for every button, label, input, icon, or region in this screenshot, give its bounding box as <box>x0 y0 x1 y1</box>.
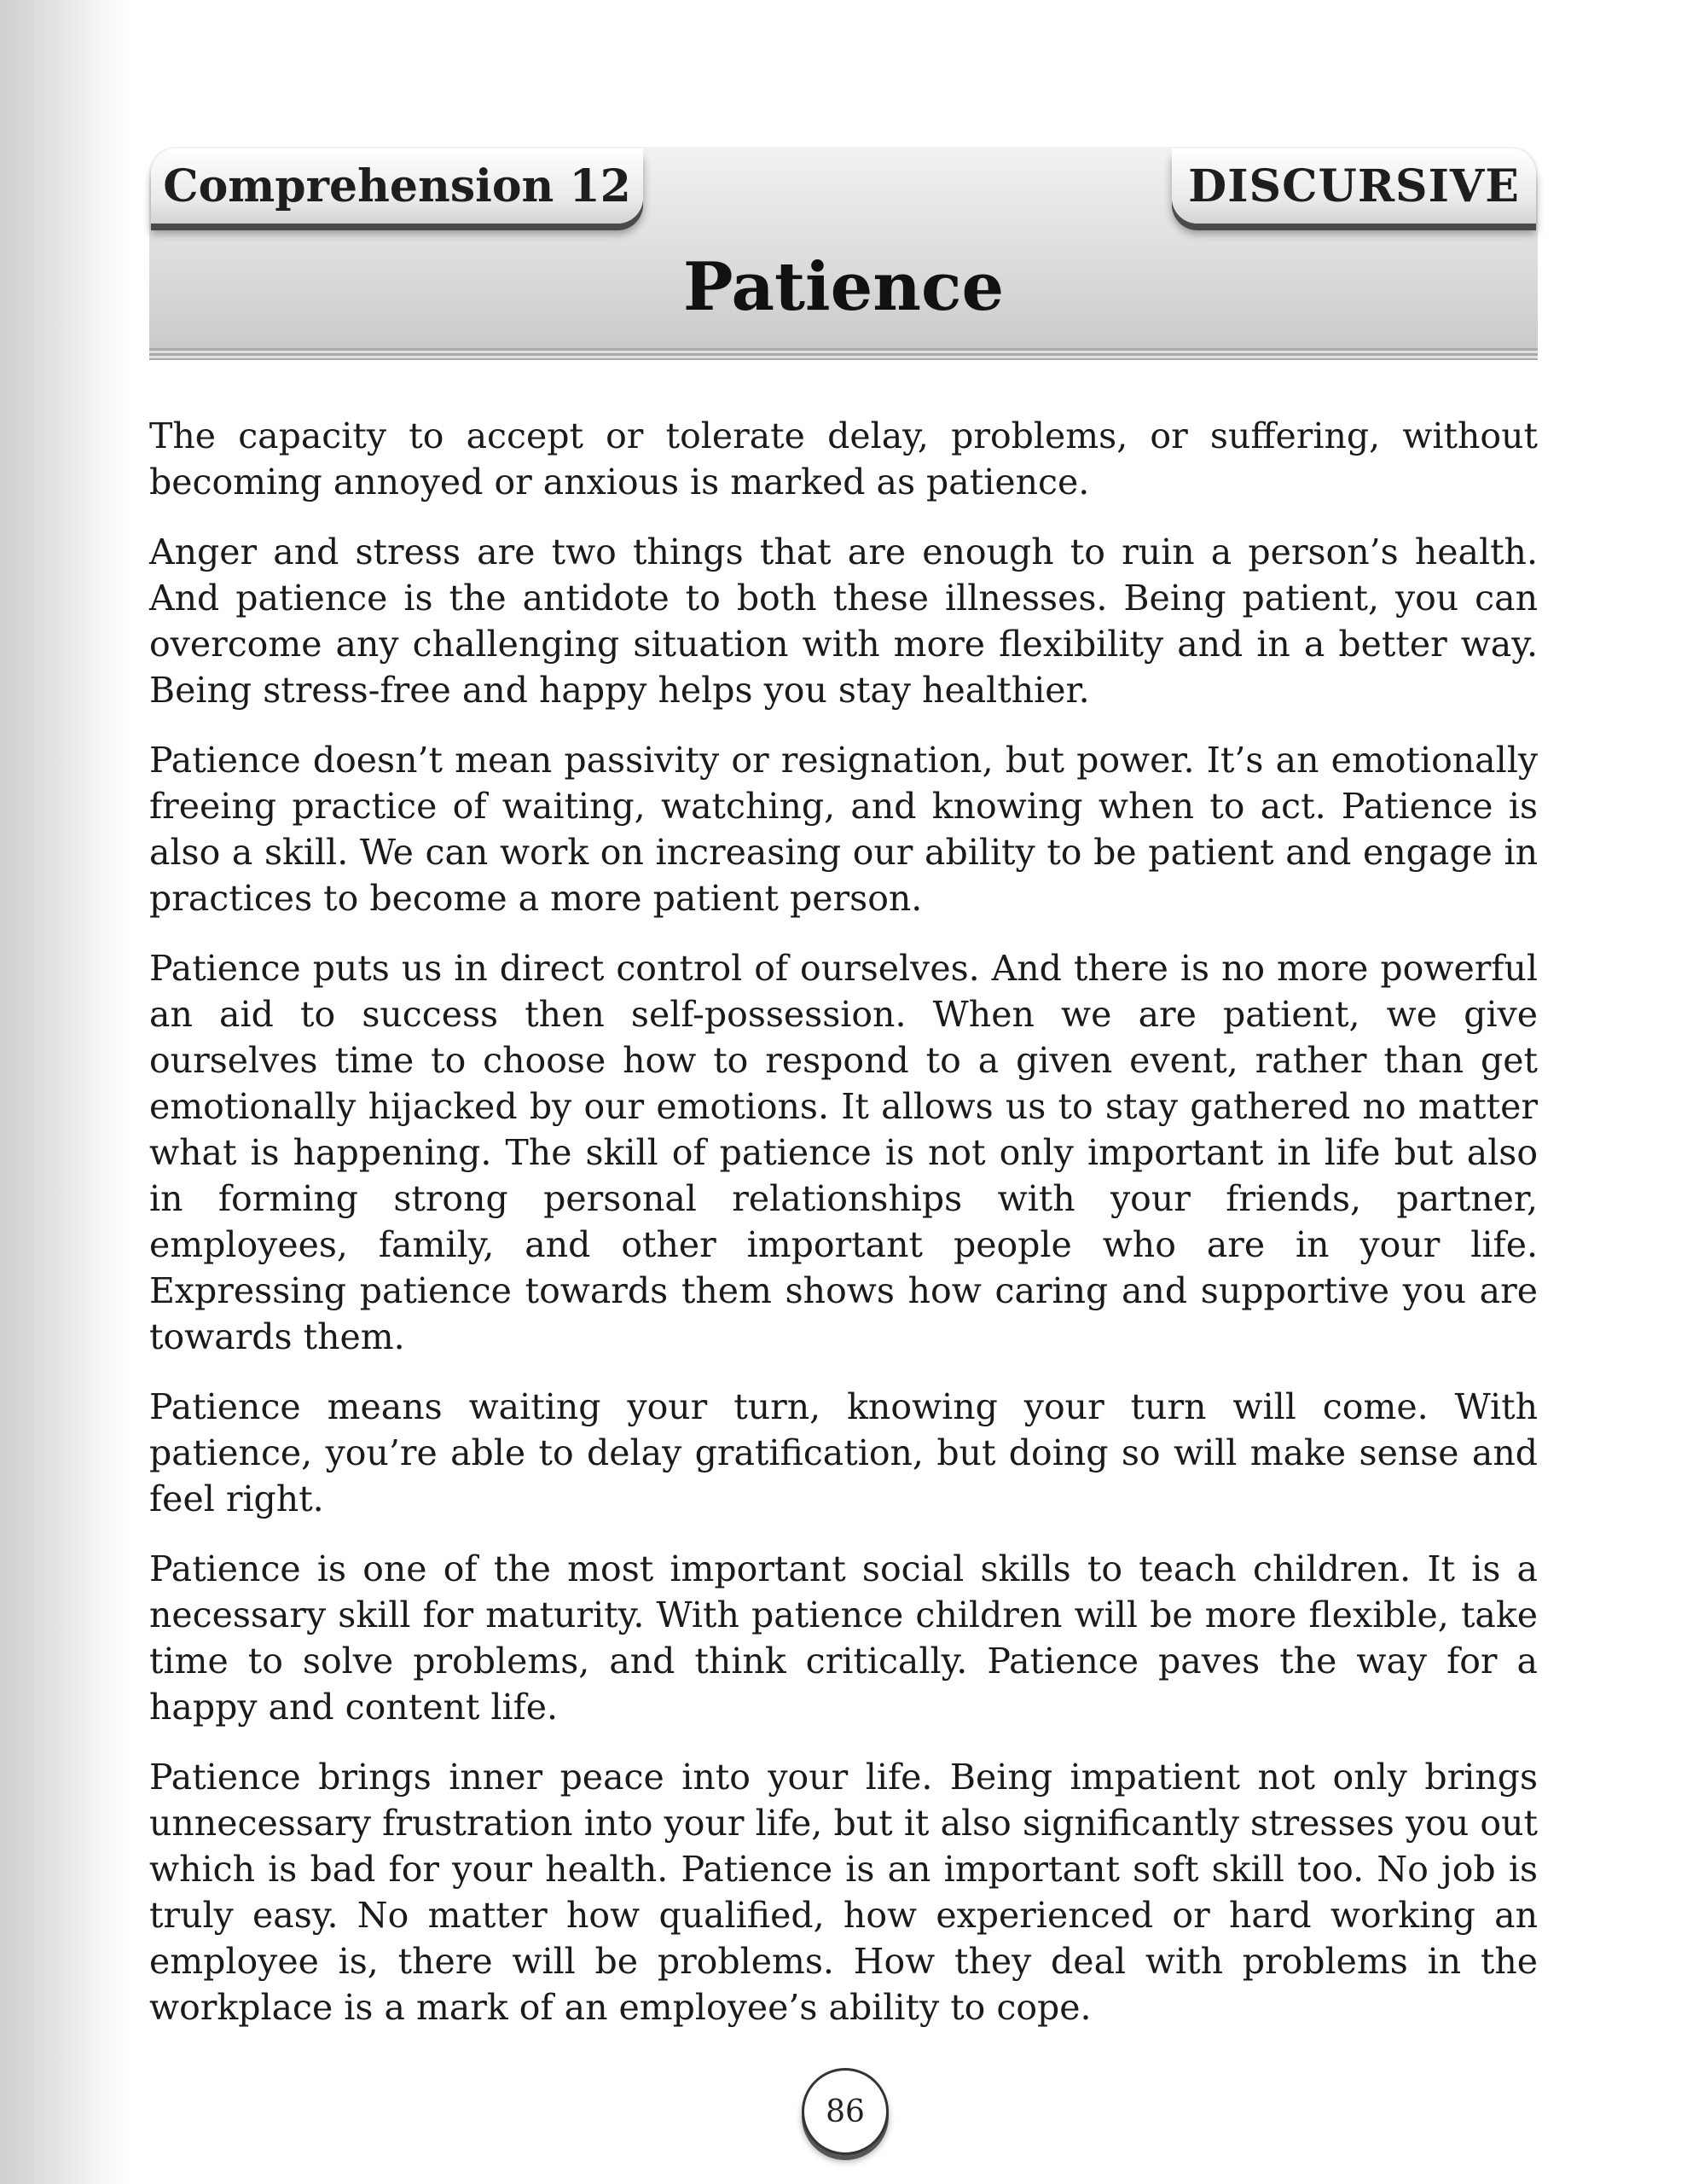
category-tab <box>1172 148 1536 224</box>
comprehension-label: Comprehension 12 <box>163 160 631 212</box>
paragraph-4: Patience puts us in direct control of ourselves. And there is no more powerful an aid to success then self-possession. When we are patient, we give ourselves time to choose how to respond to a given event, rather than get emotionally hijacked by our emotions. It allows us to stay gathered no matter what is happening. The skill of patience is not only important in life but also in forming strong personal relationships with your friends, partner, employees, family, and other important people who are in your life. Expressing patience towards them shows how caring and supportive you are towards them. <box>149 948 1538 1357</box>
paragraph-7: Patience brings inner peace into your life. Being impatient not only brings unnecessary frustration into your life, but it also significantly stresses you out which is bad for your health. Patience is an important soft skill too. No job is truly easy. No matter how qualified, how experienced or hard working an employee is, there will be problems. How they deal with problems in the workplace is a mark of an employee’s ability to cope. <box>149 1757 1538 2028</box>
page-number-badge <box>802 2068 889 2155</box>
paragraph-5: Patience means waiting your turn, knowing your turn will come. With patience, you’re able to delay gratification, but doing so will make sense and feel right. <box>149 1386 1538 1519</box>
category-label: DISCURSIVE <box>1188 160 1520 212</box>
page-number: 86 <box>826 2094 865 2129</box>
paragraph-3: Patience doesn’t mean passivity or resignation, but power. It’s an emotionally freeing practice of waiting, watching, and knowing when to act. Patience is also a skill. We can work on increasing our ability to be patient and engage in practices to become a more patient person. <box>149 740 1538 919</box>
paragraph-6: Patience is one of the most important social skills to teach children. It is a necessary skill for maturity. With patience children will be more flexible, take time to solve problems, and think critically. Patience paves the way for a happy and content life. <box>149 1548 1538 1728</box>
page-binding-shadow <box>0 0 128 2184</box>
paragraph-1: The capacity to accept or tolerate delay, problems, or suffering, without becoming annoyed or anxious is marked as patience. <box>149 415 1538 502</box>
paragraph-2: Anger and stress are two things that are enough to ruin a person’s health. And patience is the antidote to both these illnesses. Being patient, you can overcome any challenging situation with more flexibility and in a better way. Being stress-free and happy helps you stay healthier. <box>149 531 1538 711</box>
passage-body <box>149 413 1538 2054</box>
page-title: Patience <box>682 248 1005 326</box>
comprehension-number-tab <box>151 148 643 224</box>
